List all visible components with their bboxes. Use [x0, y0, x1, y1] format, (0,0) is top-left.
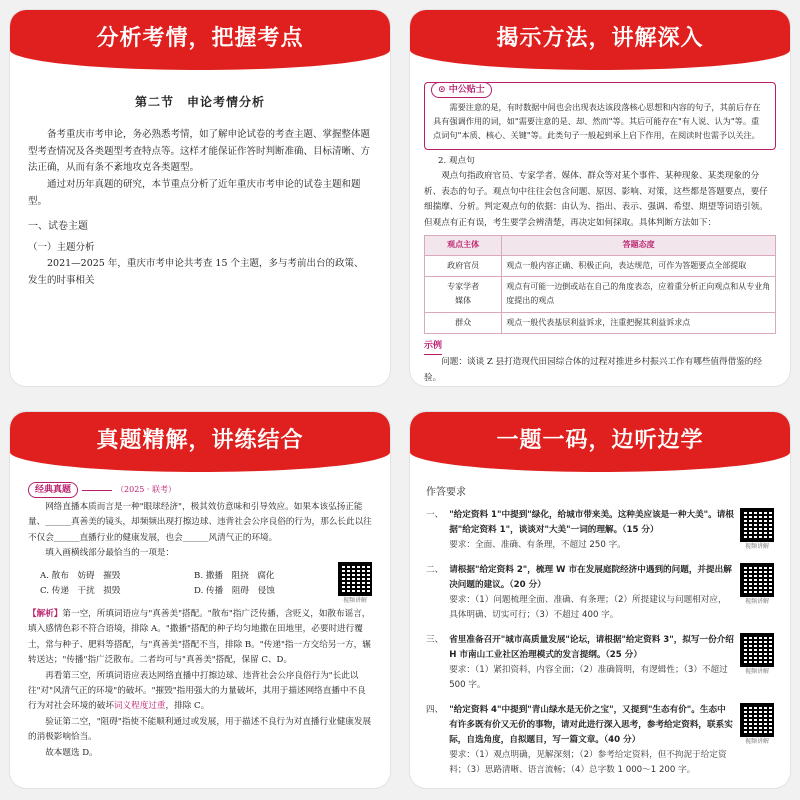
tip-label: ⊙ 中公贴士	[431, 82, 492, 98]
question-number: 三、	[426, 634, 444, 645]
qr-code[interactable]	[740, 563, 774, 623]
analysis	[28, 607, 372, 669]
qr-code-icon	[740, 508, 774, 542]
tip-text: 需要注意的是，有时数据中间也会出现表达该段落核心思想和内容的句子，其前后存在具有强调作用的词，如"需要注意的是、却、然而"等。其后可能存在"有人说、认为"等。重点词句"本质、核心、关键"等。此类句子一般起到承上启下作用，在阅读时也需予以关注。	[433, 102, 761, 140]
question-requirement: 要求：全面、准确、有条理，不超过 250 字。	[449, 539, 626, 550]
divider	[82, 490, 112, 491]
table-header: 观点主体	[425, 236, 502, 255]
question-number: 一、	[426, 509, 444, 520]
conclusion: 故本题选 D。	[45, 747, 98, 758]
paragraph: 备考重庆市考申论，务必熟悉考情，如了解申论试卷的考查主题、掌握整体题型考查情况及各类题型考查特点等。这样才能保证作答时判断准确、目标清晰、方法正确，从而有条不紊地攻克各类题型。	[28, 129, 371, 174]
qr-label: 视频讲解	[744, 542, 769, 550]
subheading: （一）主题分析	[28, 241, 95, 253]
qr-code-icon	[740, 563, 774, 597]
qr-label: 视频讲解	[744, 667, 769, 675]
example-question: 问题：谈谈 Z 县打造现代田园综合体的过程对推进乡村振兴工作有哪些值得借鉴的经验。	[424, 357, 762, 383]
qr-code-icon	[740, 703, 774, 737]
paragraph	[28, 669, 372, 715]
option-b[interactable]: B. 撒播 阻挠 腐化	[194, 570, 275, 581]
qr-label: 视频讲解	[744, 737, 769, 745]
panel-header: 真题精解，讲练结合	[10, 412, 390, 472]
opinion-table	[424, 235, 776, 334]
question-item	[426, 563, 774, 623]
question-prompt: 填入画横线部分最恰当的一项是：	[45, 548, 175, 559]
classic-question-label	[28, 482, 372, 498]
question-item	[426, 703, 774, 778]
question-requirement: 要求：（1）观点明确，见解深刻；（2）参考给定资料，但不拘泥于给定资料；（3）思路清晰、语言流畅；（4）总字数 1 000～1 200 字。	[449, 749, 727, 775]
panel-method	[410, 10, 790, 386]
option-a[interactable]: A. 散布 妨碍 摧毁	[40, 570, 121, 581]
classic-tag: 经典真题	[28, 482, 78, 498]
qr-code[interactable]	[338, 562, 372, 607]
question-requirement: 要求：（1）问题梳理全面、准确、有条理；（2）所提建议与问题相对应，具体明确、切实可行；（3）不超过 400 字。	[449, 594, 727, 620]
table-cell: 群众	[425, 312, 502, 333]
panel-header: 分析考情，把握考点	[10, 10, 390, 70]
question-requirement: 要求：（1）紧扣资料，内容全面；（2）准确简明，有逻辑性；（3）不超过 500 字。	[449, 664, 728, 690]
question-main: 请根据"给定资料 2"，梳理 W 市在发展庭院经济中遇到的问题，并提出解决问题的建议。（20 分）	[449, 564, 732, 590]
table-row	[425, 276, 776, 312]
table-cell: 政府官员	[425, 255, 502, 276]
table-row	[425, 255, 776, 276]
table-cell: 观点一般内容正确、积极正向，表达规范，可作为答题要点全部提取	[502, 255, 776, 276]
question-text: 网络直播本质而言是一种"眼球经济"，极其效仿意味和引导效应。如果本该弘扬正能量、______真善美的镜头，却频频出现打擦边球、违背社会公序良俗的行为，那么长此以往不仅会______直播行业的健康发展，也会______风清气正的环境。	[28, 502, 372, 543]
question-number: 四、	[426, 704, 444, 715]
subheading: 2. 观点句	[438, 155, 475, 166]
table-header: 答题态度	[502, 236, 776, 255]
panel-qrcode	[410, 412, 790, 788]
example-label: 示例	[424, 338, 442, 355]
panel-exam	[10, 412, 390, 788]
qr-label: 视频讲解	[342, 596, 367, 604]
question-number: 二、	[426, 564, 444, 575]
options	[28, 569, 338, 600]
section-title: 第二节 申论考情分析	[134, 95, 265, 109]
qr-code[interactable]	[740, 703, 774, 778]
panel-header: 揭示方法，讲解深入	[410, 10, 790, 70]
paragraph-text: 再看第三空，所填词语应表达网络直播中打擦边球、违背社会公序良俗行为"长此以往"对"风清气正的环境"的破坏。"摧毁"指用强大的力量破坏，其用于描述网络直播中不良行为对社会环境的破坏	[28, 670, 366, 712]
paragraph: 2021—2025 年，重庆市考申论共考查 15 个主题，多与考前出台的政策、发生的时事相关	[28, 258, 364, 286]
paragraph: 观点句指政府官员、专家学者、媒体、群众等对某个事件、某种现象、某类现象的分析、表态的句子。观点句中往往会包含问题、原因、影响、对策，这些都是答题要点，要仔细揣摩、分析。判定观点句的依据：由认为、指出、表示、强调、希望、期望等词语引领。但观点有正有误，考生要学会辨清楚，再决定如何採取。具体判断方法如下：	[424, 171, 768, 228]
paragraph-text: ，排除 C。	[165, 701, 210, 712]
question-main: "给定资料 1"中提到"绿化，给城市带来美。这种美应该是一种大美"。请根据"给定资料 1"，谈谈对"大美"一词的理解。（15 分）	[449, 509, 734, 535]
highlight-text: 词义程度过重	[113, 701, 166, 712]
question-item	[426, 633, 774, 693]
tip-box	[424, 82, 776, 150]
qr-code-icon	[740, 633, 774, 667]
qr-label: 视频讲解	[744, 597, 769, 605]
table-cell: 观点一般代表基层利益诉求，注重把握其利益诉求点	[502, 312, 776, 333]
qr-code[interactable]	[740, 633, 774, 693]
heading: 一、试卷主题	[28, 221, 88, 233]
analysis-tag: 【解析】	[28, 608, 63, 619]
classic-source: （2025 · 联考）	[116, 484, 177, 494]
option-c[interactable]: C. 传递 干扰 损毁	[40, 586, 121, 597]
qr-code[interactable]	[740, 508, 774, 553]
analysis-text: 第一空，所填词语应与"真善美"搭配。"散布"指广泛传播，含贬义，如散布谣言，填入感情色彩不符合语境，排除 A。"撒播"搭配的种子均匀地撒在田地里，必要时进行覆土，常与种子、肥料等搭配，与"真善美"搭配不当，排除 B。"传递"指一方交给另一方，辗转送达；"传播"指广泛散布。二者均可与"真善美"搭配，保留 C、D。	[28, 608, 371, 666]
question-item	[426, 508, 774, 553]
paragraph: 验证第二空，"阻碍"指使不能顺利通过或发展，用于描述不良行为对直播行业健康发展的消极影响恰当。	[28, 716, 372, 743]
paragraph: 通过对历年真题的研究，本节重点分析了近年重庆市考申论的试卷主题和题型。	[28, 178, 361, 207]
panel-analysis	[10, 10, 390, 386]
table-cell: 专家学者 媒体	[425, 276, 502, 312]
question-main: 省里准备召开"城市高质量发展"论坛，请根据"给定资料 3"，拟写一份介绍 H 市南山工业社区治理模式的发言提纲。（25 分）	[449, 634, 734, 660]
option-d[interactable]: D. 传播 阻碍 侵蚀	[194, 586, 275, 597]
requirements-title: 作答要求	[426, 487, 466, 498]
qr-code-icon	[338, 562, 372, 596]
panel-header: 一题一码，边听边学	[410, 412, 790, 472]
table-cell: 观点有可能一边倒或站在自己的角度表态，应着重分析正向观点和从专业角度提出的观点	[502, 276, 776, 312]
table-row	[425, 312, 776, 333]
question-main: "给定资料 4"中提到"青山绿水是无价之宝"，又提到"生态有价"。生态中有许多既有价又无价的事物，请对此进行深入思考，参考给定资料，联系实际，自选角度，自拟题目，写一篇文章。（40 分）	[449, 704, 733, 745]
